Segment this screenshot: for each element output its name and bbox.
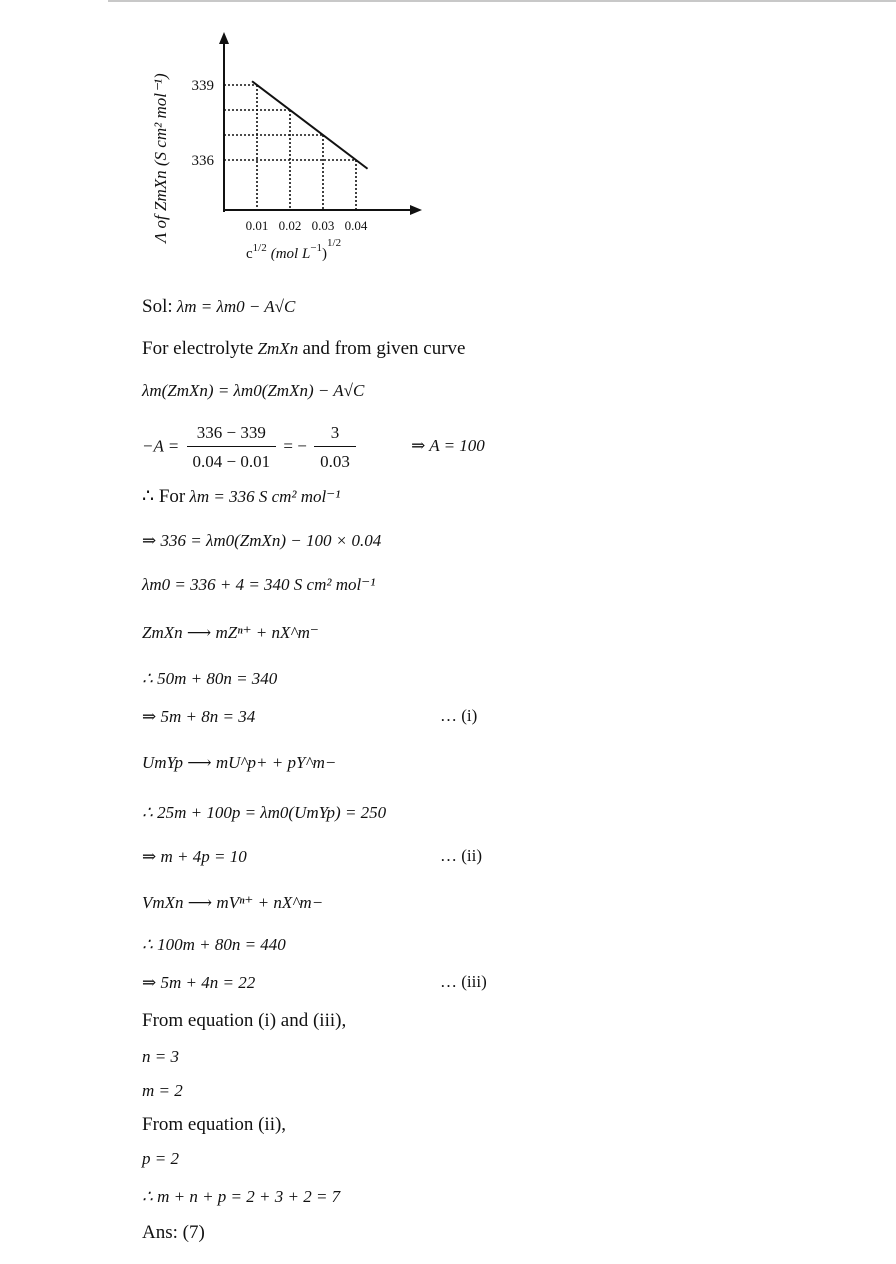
x-axis-label-base: c [246,246,253,262]
slope-den-1: 0.04 − 0.01 [192,452,271,471]
data-line [252,81,367,169]
slope-num-2: 3 [314,422,356,447]
solution-line-17: From equation (i) and (iii), [142,1010,347,1031]
for-text: ∴ For [142,486,186,507]
solution-line-10: ⇒ 5m + 8n = 34 [142,707,256,726]
x-axis-label-unit-exp: −1 [310,242,323,254]
y-tick-label: 336 [191,153,214,169]
solution-line-8: ZmXn ⟶ mZⁿ⁺ + nX^m⁻ [142,623,319,642]
solution-line-20: From equation (ii), [142,1114,287,1135]
solution-line-12: ∴ 25m + 100p = λm0(UmYp) = 250 [142,803,387,822]
equation-tag-1: … (i) [440,706,478,725]
x-tick-label: 0.04 [344,218,368,233]
slope-num-1: 336 − 339 [187,422,277,447]
x-axis-label-unit: (mol L [270,246,311,262]
solution-line-1 [142,296,295,318]
x-axis-arrow [410,205,422,215]
solution-line-9: ∴ 50m + 80n = 340 [142,669,278,688]
equation-tag-3: … (iii) [440,972,487,991]
solution-line-14: VmXn ⟶ mVⁿ⁺ + nX^m− [142,893,324,912]
x-tick-label: 0.01 [245,218,269,233]
solution-line-7: λm0 = 336 + 4 = 340 S cm² mol⁻¹ [142,575,376,594]
electrolyte-text: For electrolyte [142,338,254,359]
solution-line-22: ∴ m + n + p = 2 + 3 + 2 = 7 [142,1187,341,1206]
sol-label: Sol: [142,296,173,317]
x-axis-label [246,237,341,262]
formula-kohlrausch: λm = λm0 − A√C [176,297,296,316]
solution-line-13: ⇒ m + 4p = 10 [142,847,247,866]
y-axis-arrow [219,32,229,44]
lambda-value: λm = 336 S cm² mol⁻¹ [189,487,341,506]
x-axis-label-exp: 1/2 [252,242,267,254]
answer: Ans: (7) [142,1222,205,1243]
solution-line-19: m = 2 [142,1081,183,1100]
solution-line-21: p = 2 [142,1149,179,1168]
x-axis-label-outer-exp: 1/2 [327,237,342,249]
solution-line-15: ∴ 100m + 80n = 440 [142,935,286,954]
solution-line-3: λm(ZmXn) = λm0(ZmXn) − A√C [142,381,365,400]
x-tick-label: 0.02 [278,218,302,233]
x-tick-label: 0.03 [311,218,335,233]
slope-result: ⇒ A = 100 [411,436,485,456]
solution-line-16: ⇒ 5m + 4n = 22 [142,973,256,992]
slope-lhs: −A = [142,436,180,456]
slope-mid: = − [283,436,307,456]
slope-den-2: 0.03 [320,452,350,471]
solution-line-18: n = 3 [142,1047,179,1066]
slope-fraction-2 [314,422,356,473]
conductivity-chart [138,26,438,276]
solution-line-6: ⇒ 336 = λm0(ZmXn) − 100 × 0.04 [142,531,382,550]
solution-line-11: UmYp ⟶ mU^p+ + pY^m− [142,753,337,772]
equation-tag-2: … (ii) [440,846,483,865]
y-tick-label: 339 [191,78,214,94]
curve-text: and from given curve [302,338,466,359]
top-rule [108,0,896,2]
electrolyte-formula: ZmXn [257,339,299,358]
solution-line-2 [142,338,465,360]
solution-line-5 [142,486,340,508]
solution-line-4 [142,422,485,473]
slope-fraction-1 [187,422,277,473]
y-axis-label: Λ of ZmXn (S cm² mol⁻¹) [151,73,170,243]
x-axis-label-close: ) [322,246,328,262]
